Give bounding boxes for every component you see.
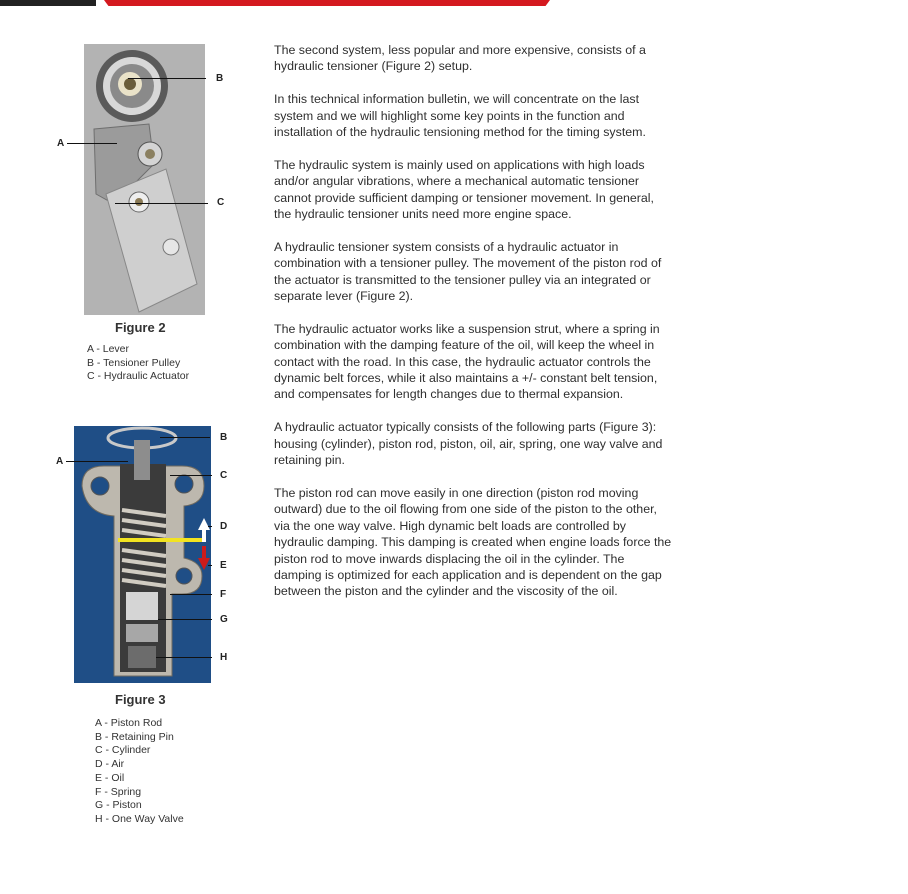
figure2-callout-a: A bbox=[57, 138, 65, 149]
callout-line-g bbox=[158, 619, 212, 620]
header-bar-black bbox=[0, 0, 96, 6]
figure2-callout-b: B bbox=[216, 73, 224, 84]
article-body bbox=[274, 42, 674, 616]
figure-3-legend bbox=[95, 717, 184, 827]
legend-item: H - One Way Valve bbox=[95, 812, 184, 825]
figure3-callout-c: C bbox=[220, 470, 228, 481]
figure-3-photo bbox=[74, 426, 211, 683]
header-bar-red bbox=[104, 0, 550, 6]
legend-item: F - Spring bbox=[95, 785, 142, 798]
callout-line-c bbox=[170, 475, 212, 476]
legend-item: C - Cylinder bbox=[95, 744, 151, 757]
legend-item: B - Retaining Pin bbox=[95, 730, 174, 743]
legend-item: G - Piston bbox=[95, 799, 142, 812]
callout-line-a bbox=[67, 143, 117, 144]
callout-line-f bbox=[170, 594, 212, 595]
figure3-callout-g: G bbox=[220, 614, 228, 625]
callout-line-a bbox=[66, 461, 128, 462]
figure2-callout-c: C bbox=[217, 197, 225, 208]
paragraph: The piston rod can move easily in one direction (piston rod moving outward) due to the oil flowing from one side of the piston to the other, via the one way valve. High dynamic belt loads are controlled by hydraulic damping. This damping is created when engine loads force the piston rod to move inwards displacing the oil in the cylinder. The damping is optimized for each application and is dependent on the gap between the piston and the cylinder and the viscosity of the oil. bbox=[274, 485, 672, 599]
legend-item: D - Air bbox=[95, 758, 125, 771]
figure-2-title: Figure 2 bbox=[115, 320, 166, 335]
legend-item: C - Hydraulic Actuator bbox=[87, 370, 190, 383]
paragraph: The hydraulic actuator works like a suspension strut, where a spring in combination with the damping feature of the oil, will keep the wheel in contact with the road. In this case, the hydraulic actuator controls the dynamic belt forces, while it also maintains a +/- constant belt tension, and compensates for length changes due to thermal expansion. bbox=[274, 321, 660, 402]
figure3-callout-e: E bbox=[220, 560, 227, 571]
figure3-callout-f: F bbox=[220, 589, 227, 600]
callout-line-h bbox=[156, 657, 212, 658]
legend-item: A - Lever bbox=[87, 343, 130, 355]
figure3-callout-b: B bbox=[220, 432, 228, 443]
callout-line-c bbox=[115, 203, 208, 204]
paragraph: In this technical information bulletin, we will concentrate on the last system and we will highlight some key points in the function and installation of the hydraulic tensioning method for the timing system. bbox=[274, 92, 646, 140]
paragraph: The hydraulic system is mainly used on applications with high loads and/or angular vibrations, where a mechanical automatic tensioner cannot provide sufficient damping or tensioner movement. In general, the hydraulic tensioner units need more engine space. bbox=[274, 157, 654, 222]
legend-item: E - Oil bbox=[95, 771, 125, 784]
callout-line-b bbox=[160, 437, 210, 438]
figure3-callout-d: D bbox=[220, 521, 228, 532]
figure-2-legend bbox=[87, 343, 189, 384]
figure-3-title: Figure 3 bbox=[115, 692, 166, 707]
figure3-callout-h: H bbox=[220, 652, 228, 663]
figure3-callout-a: A bbox=[56, 456, 64, 467]
legend-item: A - Piston Rod bbox=[95, 717, 163, 729]
figure-2-photo bbox=[84, 44, 205, 315]
callout-line-d bbox=[208, 526, 212, 527]
paragraph: The second system, less popular and more expensive, consists of a hydraulic tensioner (Figure 2) setup. bbox=[274, 43, 646, 74]
legend-item: B - Tensioner Pulley bbox=[87, 356, 181, 369]
paragraph: A hydraulic tensioner system consists of a hydraulic actuator in combination with a tensioner pulley. The movement of the piston rod of the actuator is transmitted to the tensioner pulley via an integrated or separate lever (Figure 2). bbox=[274, 239, 662, 304]
callout-line-e bbox=[208, 565, 212, 566]
callout-line-b bbox=[128, 78, 206, 79]
paragraph: A hydraulic actuator typically consists of the following parts (Figure 3): housing (cylinder), piston rod, piston, oil, air, spring, one way valve and retaining pin. bbox=[274, 420, 663, 468]
